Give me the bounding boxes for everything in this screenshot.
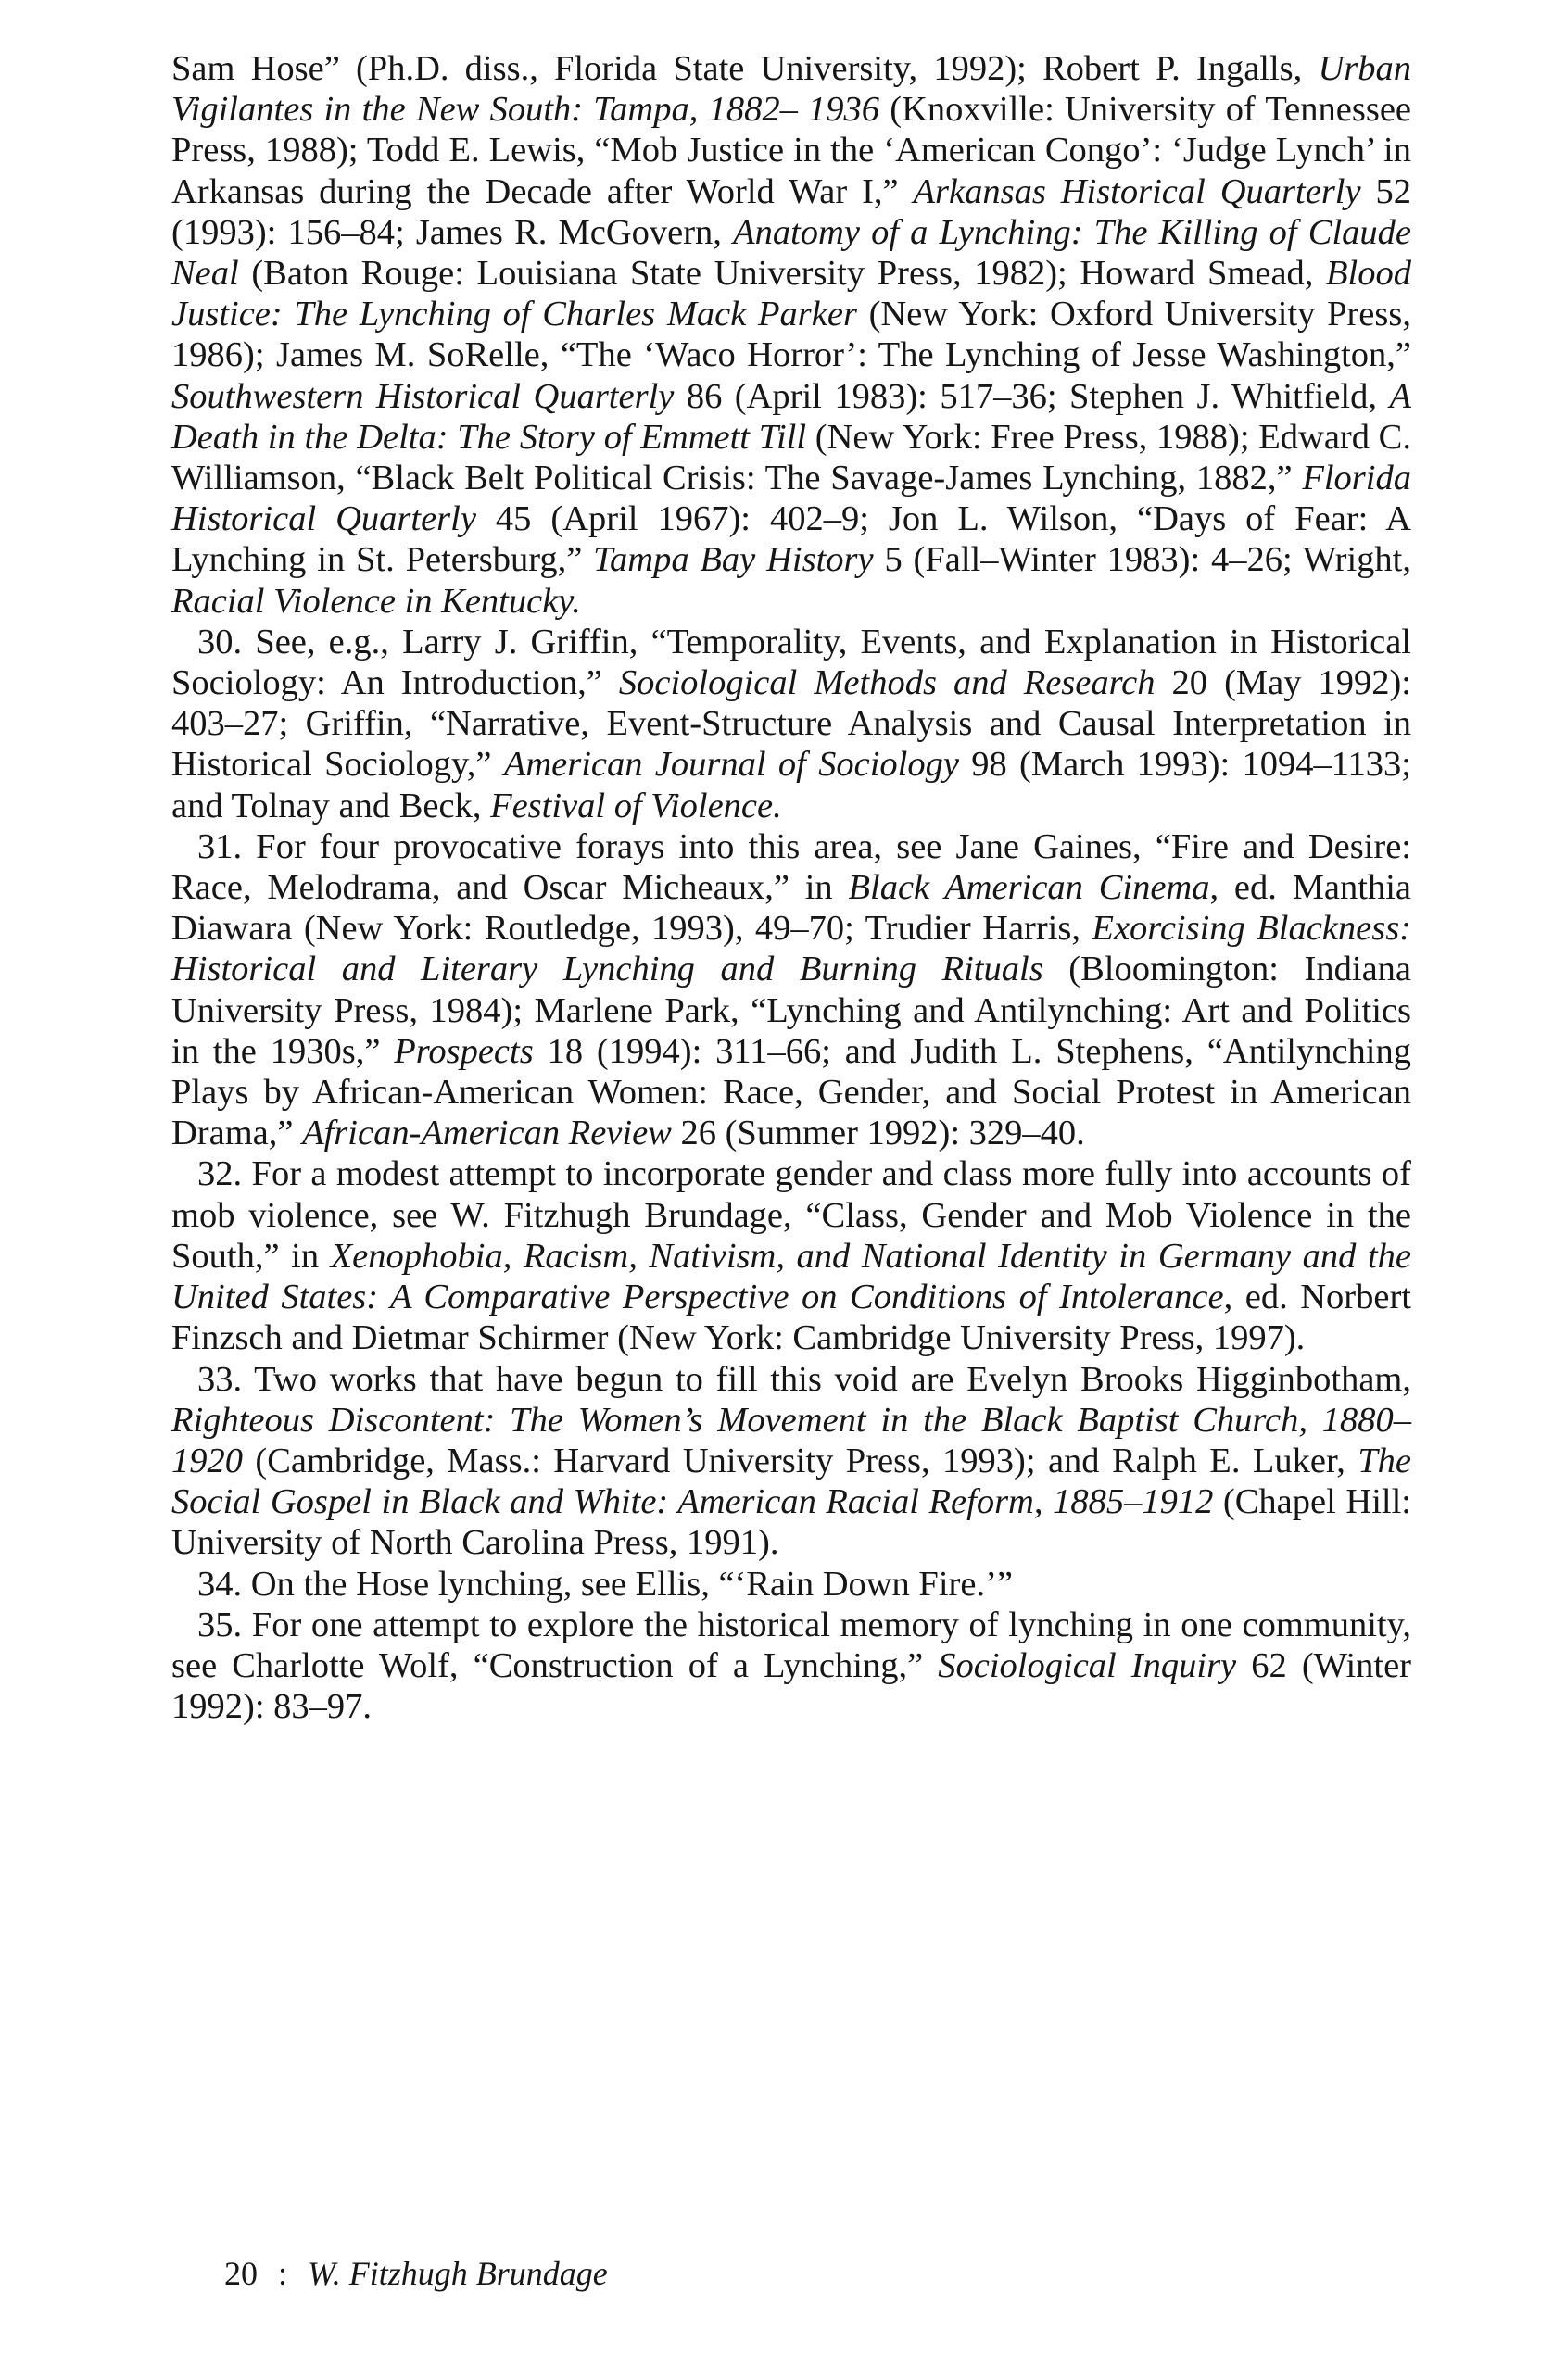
endnote-text: 35. For one attempt to explore the historical memory of lynching in one community, see Charlotte Wolf, “Construction of a Lynching,”: [171, 1605, 1411, 1685]
endnote-text: 20 (May 1992): 403–27; Griffin, “Narrative, Event-Structure Analysis and Causal Interpretation in Historical Sociology,”: [171, 663, 1411, 785]
endnote-text: 26 (Summer 1992): 329–40.: [671, 1114, 1085, 1153]
page-number: 20: [224, 2255, 258, 2292]
endnote-title-italic: Urban Vigilantes in the New South: Tampa, 1882– 1936: [171, 49, 1411, 130]
endnote-title-italic: Festival of Violence.: [490, 786, 782, 825]
endnote-text: 5 (Fall–Winter 1983): 4–26; Wright,: [873, 540, 1412, 580]
endnote-text: 33. Two works that have begun to fill this void are Evelyn Brooks Higginbotham,: [197, 1359, 1411, 1399]
endnote: [171, 48, 1411, 622]
endnote-title-italic: Arkansas Historical Quarterly: [913, 171, 1361, 211]
endnote: [171, 826, 1411, 1154]
endnote-text: 98 (March 1993): 1094–1133; and Tolnay and Beck,: [171, 745, 1411, 825]
endnote: [171, 1564, 1411, 1605]
endnote-text: , ed. Manthia Diawara (New York: Routledge, 1993), 49–70; Trudier Harris,: [171, 868, 1412, 949]
endnote-title-italic: Southwestern Historical Quarterly: [171, 376, 675, 416]
endnote-text: 86 (April 1983): 517–36; Stephen J. Whitfield,: [674, 376, 1390, 416]
endnote-text: (New York: Free Press, 1988); Edward C. Williamson, “Black Belt Political Crisis: The Savage-James Lynching, 1882,”: [171, 417, 1411, 498]
endnote-text: , ed. Norbert Finzsch and Dietmar Schirmer (New York: Cambridge University Press, 1997).: [171, 1278, 1411, 1358]
endnote-title-italic: Exorcising Blackness: Historical and Literary Lynching and Burning Rituals: [171, 909, 1411, 989]
endnote-title-italic: Anatomy of a Lynching: The Killing of Claude Neal: [171, 212, 1411, 294]
endnote-title-italic: Florida Historical Quarterly: [171, 459, 1411, 539]
endnote-text: 62 (Winter 1992): 83–97.: [171, 1645, 1411, 1727]
endnote-text: (Bloomington: Indiana University Press, 1984); Marlene Park, “Lynching and Antilynching: Art and Politics in the 1930s,”: [171, 950, 1412, 1071]
endnote: [171, 622, 1411, 826]
page-footer: [224, 2253, 608, 2294]
endnote: [171, 1605, 1411, 1728]
endnote-title-italic: The Social Gospel in Black and White: American Racial Reform, 1885–1912: [171, 1441, 1411, 1522]
endnote-text: 52 (1993): 156–84; James R. McGovern,: [171, 171, 1411, 252]
running-author: W. Fitzhugh Brundage: [308, 2255, 608, 2292]
endnote-title-italic: Tampa Bay History: [593, 540, 874, 580]
endnote-title-italic: Xenophobia, Racism, Nativism, and National Identity in Germany and the United States: A Comparative Perspective on Conditions of Intolerance: [171, 1236, 1411, 1317]
endnotes-block: [171, 48, 1411, 1727]
endnote: [171, 1359, 1411, 1564]
endnote-title-italic: A Death in the Delta: The Story of Emmett Till: [171, 376, 1411, 457]
endnote-text: 31. For four provocative forays into this area, see Jane Gaines, “Fire and Desire: Race, Melodrama, and Oscar Micheaux,” in: [171, 826, 1411, 908]
endnote-title-italic: African-American Review: [302, 1114, 672, 1153]
endnote-text: 30. See, e.g., Larry J. Griffin, “Temporality, Events, and Explanation in Historical Sociology: An Introduction,”: [171, 622, 1411, 703]
endnote-title-italic: Sociological Methods and Research: [618, 663, 1156, 703]
endnote-text: (Chapel Hill: University of North Carolina Press, 1991).: [171, 1482, 1411, 1563]
endnote-title-italic: Racial Violence in Kentucky.: [171, 581, 581, 621]
endnote-title-italic: Blood Justice: The Lynching of Charles Mack Parker: [171, 254, 1411, 334]
endnote-title-italic: American Journal of Sociology: [503, 745, 959, 785]
footer-separator: :: [278, 2255, 288, 2292]
endnote-title-italic: Black American Cinema: [848, 868, 1210, 908]
endnote-title-italic: Sociological Inquiry: [938, 1645, 1237, 1685]
endnote-text: 18 (1994): 311–66; and Judith L. Stephens, “Antilynching Plays by African-American Women: Race, Gender, and Social Protest in American Drama,”: [171, 1031, 1411, 1153]
endnote-text: Sam Hose” (Ph.D. diss., Florida State University, 1992); Robert P. Ingalls,: [171, 49, 1319, 88]
endnote-text: (Knoxville: University of Tennessee Press, 1988); Todd E. Lewis, “Mob Justice in the ‘American Congo’: ‘Judge Lynch’ in Arkansas during the Decade after World War I,”: [171, 90, 1411, 211]
endnote-text: 34. On the Hose lynching, see Ellis, “‘Rain Down Fire.’”: [197, 1564, 1013, 1604]
endnote-text: (Cambridge, Mass.: Harvard University Press, 1993); and Ralph E. Luker,: [243, 1441, 1358, 1480]
endnote-text: 45 (April 1967): 402–9; Jon L. Wilson, “Days of Fear: A Lynching in St. Petersburg,”: [171, 499, 1411, 580]
endnote-title-italic: Righteous Discontent: The Women’s Movement in the Black Baptist Church, 1880–1920: [171, 1400, 1411, 1480]
endnote-text: (New York: Oxford University Press, 1986); James M. SoRelle, “The ‘Waco Horror’: The Lynching of Jesse Washington,”: [171, 295, 1411, 375]
endnote-title-italic: Prospects: [394, 1031, 534, 1071]
endnote: [171, 1153, 1411, 1358]
endnote-text: (Baton Rouge: Louisiana State University Press, 1982); Howard Smead,: [238, 254, 1327, 294]
endnote-text: 32. For a modest attempt to incorporate gender and class more fully into accounts of mob violence, see W. Fitzhugh Brundage, “Class, Gender and Mob Violence in the South,” in: [171, 1154, 1411, 1276]
